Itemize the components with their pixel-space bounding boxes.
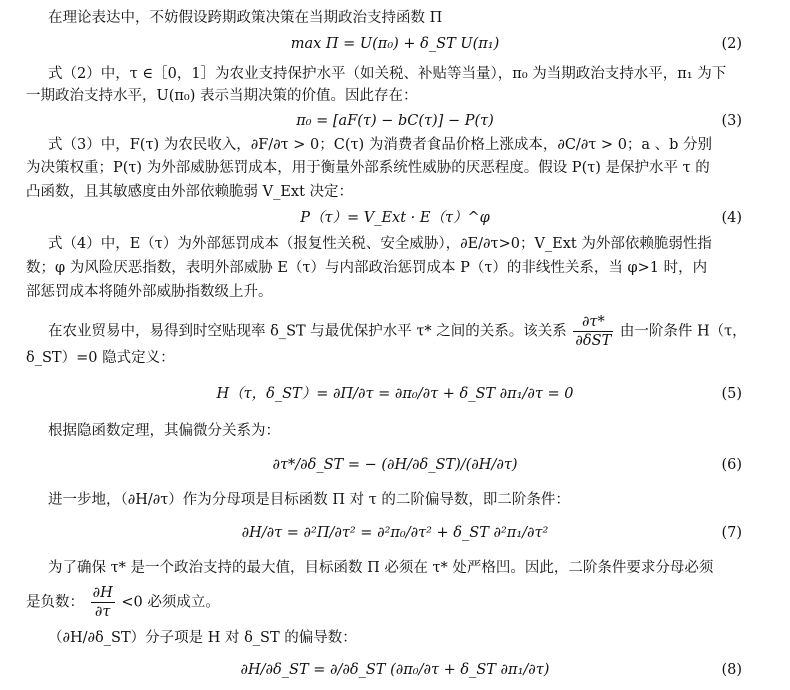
paragraph-2-line-2: 一期政治支持水平，U(π₀) 表示当期决策的价值。因此存在： xyxy=(26,88,418,104)
paragraph-5-text-post: 由一阶条件 H（τ， xyxy=(619,323,747,340)
equation-2 xyxy=(0,33,790,63)
paragraph-3-line-2: 为决策权重；P(τ) 为外部威胁惩罚成本，用于衡量外部系统性威胁的厌恶程度。假设 P(τ) 是保护水平 τ 的 xyxy=(26,160,710,176)
fraction-denominator: ∂δST xyxy=(575,333,612,349)
equation-3-body: π₀ = [aF(τ) − bC(τ)] − P(τ) xyxy=(296,113,494,129)
equation-6-number: (6) xyxy=(721,457,742,473)
equation-7-body: ∂H/∂τ = ∂²Π/∂τ² = ∂²π₀/∂τ² + δ_ST ∂²π₁/∂τ² xyxy=(241,525,549,541)
paragraph-8-text-pre: 是负数： xyxy=(26,594,84,611)
equation-8-number: (8) xyxy=(721,662,742,678)
equation-8 xyxy=(0,659,790,689)
dtau-ddst-fraction xyxy=(573,313,613,350)
equation-5 xyxy=(0,383,790,413)
dh-dtau-fraction xyxy=(91,584,115,621)
paragraph-4-line-3: 部惩罚成本将随外部威胁指数级上升。 xyxy=(26,284,273,300)
fraction-numerator: ∂τ* xyxy=(573,313,613,332)
paragraph-1: 在理论表达中，不妨假设跨期政策决策在当期政治支持函数 Π xyxy=(48,10,443,26)
paragraph-8-text-post: <0 必须成立。 xyxy=(121,594,220,611)
equation-6-body: ∂τ*/∂δ_ST = − (∂H/∂δ_ST)/(∂H/∂τ) xyxy=(272,457,518,473)
paragraph-3-line-3: 凸函数，且其敏感度由外部依赖脆弱 V_Ext 决定： xyxy=(26,184,354,200)
paragraph-6: 根据隐函数定理，其偏微分关系为： xyxy=(48,423,280,439)
paragraph-2-line-1: 式（2）中，τ ∈［0，1］为农业支持保护水平（如关税、补贴等当量），π₀ 为当期政治支持水平，π₁ 为下 xyxy=(48,66,727,82)
fraction-denominator: ∂τ xyxy=(94,604,111,620)
equation-7 xyxy=(0,522,790,552)
equation-8-body: ∂H/∂δ_ST = ∂/∂δ_ST (∂π₀/∂τ + δ_ST ∂π₁/∂τ) xyxy=(240,662,550,678)
paragraph-9: （∂H/∂δ_ST）分子项是 H 对 δ_ST 的偏导数： xyxy=(48,630,357,646)
paragraph-5-line-1 xyxy=(48,313,790,350)
equation-3-number: (3) xyxy=(721,113,742,129)
paragraph-5-text-pre: 在农业贸易中，易得到时空贴现率 δ_ST 与最优保护水平 τ* 之间的关系。该关系 xyxy=(48,323,567,340)
paragraph-8-line-1: 为了确保 τ* 是一个政治支持的最大值，目标函数 Π 必须在 τ* 处严格凹。因此，二阶条件要求分母必须 xyxy=(48,560,714,576)
paragraph-5-line-2: δ_ST）=0 隐式定义： xyxy=(26,350,175,366)
equation-4-body: P（τ）= V_Ext · E（τ）^φ xyxy=(300,210,490,226)
equation-7-number: (7) xyxy=(721,525,742,541)
equation-6 xyxy=(0,454,790,484)
paragraph-7: 进一步地，（∂H/∂τ）作为分母项是目标函数 Π 对 τ 的二阶偏导数，即二阶条件： xyxy=(48,492,570,508)
fraction-numerator: ∂H xyxy=(92,585,113,601)
paragraph-4-line-2: 数；φ 为风险厌恶指数，表明外部威胁 E（τ）与内部政治惩罚成本 P（τ）的非线性关系，当 φ>1 时，内 xyxy=(26,260,708,276)
equation-4-number: (4) xyxy=(721,210,742,226)
equation-2-body: max Π = U(π₀) + δ_ST U(π₁) xyxy=(290,36,500,52)
paragraph-3-line-1: 式（3）中，F(τ) 为农民收入，∂F/∂τ > 0；C(τ) 为消费者食品价格上涨成本，∂C/∂τ > 0；a 、b 分别 xyxy=(48,137,713,153)
paragraph-4-line-1: 式（4）中，E（τ）为外部惩罚成本（报复性关税、安全威胁），∂E/∂τ>0；V_Ext 为外部依赖脆弱性指 xyxy=(48,236,712,252)
equation-5-number: (5) xyxy=(721,386,742,402)
paragraph-8-line-2 xyxy=(26,584,771,621)
equation-5-body: H（τ，δ_ST）= ∂Π/∂τ = ∂π₀/∂τ + δ_ST ∂π₁/∂τ = 0 xyxy=(216,386,574,402)
equation-2-number: (2) xyxy=(721,36,742,52)
